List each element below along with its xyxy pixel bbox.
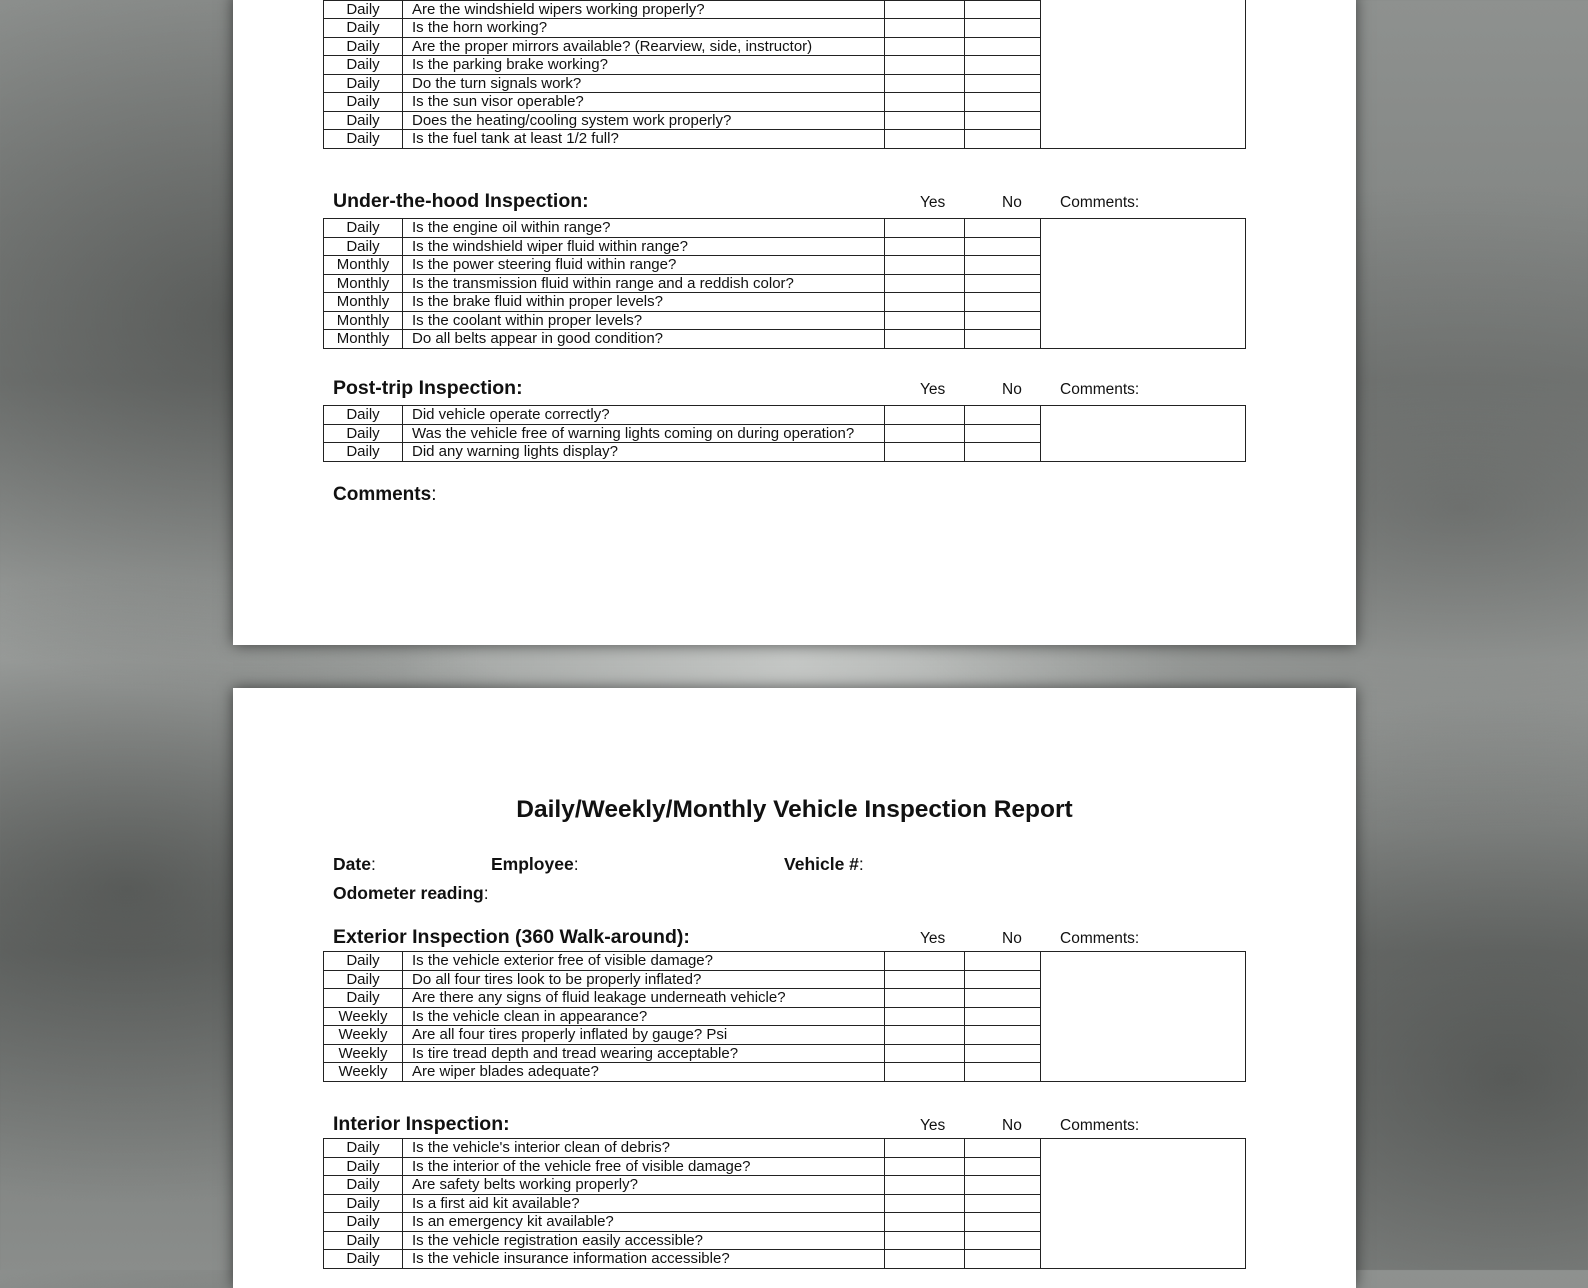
- colon: :: [431, 484, 437, 505]
- checklist-body: [324, 0, 1246, 148]
- question-cell: Is an emergency kit available?: [403, 1213, 885, 1232]
- yes-checkbox-cell[interactable]: [885, 970, 965, 989]
- no-checkbox-cell[interactable]: [965, 952, 1041, 971]
- yes-checkbox-cell[interactable]: [885, 311, 965, 330]
- yes-checkbox-cell[interactable]: [885, 1176, 965, 1195]
- no-column-header: No: [1002, 194, 1022, 211]
- question-cell: Are safety belts working properly?: [403, 1176, 885, 1195]
- frequency-cell: Daily: [324, 1194, 403, 1213]
- question-cell: Is tire tread depth and tread wearing acceptable?: [403, 1044, 885, 1063]
- question-cell: Is the interior of the vehicle free of visible damage?: [403, 1157, 885, 1176]
- frequency-cell: Weekly: [324, 1026, 403, 1045]
- comments-label-text: Comments: [333, 484, 432, 505]
- comments-column-header: Comments:: [1060, 1117, 1140, 1134]
- no-checkbox-cell[interactable]: [965, 74, 1041, 93]
- yes-checkbox-cell[interactable]: [885, 1007, 965, 1026]
- odometer-field[interactable]: [333, 883, 489, 904]
- no-checkbox-cell[interactable]: [965, 237, 1041, 256]
- frequency-cell: Monthly: [324, 330, 403, 349]
- comments-box[interactable]: [1041, 406, 1246, 462]
- no-checkbox-cell[interactable]: [965, 19, 1041, 38]
- question-cell: Is the sun visor operable?: [403, 93, 885, 112]
- frequency-cell: Daily: [324, 0, 403, 19]
- question-cell: Is a first aid kit available?: [403, 1194, 885, 1213]
- colon: :: [370, 854, 376, 874]
- yes-checkbox-cell[interactable]: [885, 237, 965, 256]
- question-cell: Is the brake fluid within proper levels?: [403, 293, 885, 312]
- frequency-cell: Daily: [324, 56, 403, 75]
- frequency-cell: Daily: [324, 1250, 403, 1269]
- yes-checkbox-cell[interactable]: [885, 443, 965, 462]
- under-hood-title: Under-the-hood Inspection:: [333, 190, 589, 212]
- question-cell: Is the vehicle clean in appearance?: [403, 1007, 885, 1026]
- comments-box[interactable]: [1041, 0, 1246, 148]
- no-checkbox-cell[interactable]: [965, 56, 1041, 75]
- date-label: Date: [333, 854, 371, 874]
- yes-checkbox-cell[interactable]: [885, 1157, 965, 1176]
- post-trip-checklist: [323, 405, 1246, 462]
- yes-checkbox-cell[interactable]: [885, 1063, 965, 1082]
- yes-checkbox-cell[interactable]: [885, 1139, 965, 1158]
- no-column-header: No: [1002, 930, 1022, 947]
- question-cell: Is the transmission fluid within range and a reddish color?: [403, 274, 885, 293]
- frequency-cell: Daily: [324, 1231, 403, 1250]
- employee-field[interactable]: [491, 854, 579, 875]
- frequency-cell: Monthly: [324, 274, 403, 293]
- frequency-cell: Daily: [324, 19, 403, 38]
- question-cell: Is the vehicle insurance information accessible?: [403, 1250, 885, 1269]
- comments-box[interactable]: [1041, 952, 1246, 1082]
- frequency-cell: Daily: [324, 93, 403, 112]
- question-cell: Is the horn working?: [403, 19, 885, 38]
- frequency-cell: Daily: [324, 237, 403, 256]
- no-checkbox-cell[interactable]: [965, 1007, 1041, 1026]
- yes-checkbox-cell[interactable]: [885, 1026, 965, 1045]
- yes-column-header: Yes: [920, 1117, 946, 1134]
- yes-checkbox-cell[interactable]: [885, 952, 965, 971]
- yes-checkbox-cell[interactable]: [885, 0, 965, 19]
- no-checkbox-cell[interactable]: [965, 330, 1041, 349]
- vehicle-number-field[interactable]: [784, 854, 864, 875]
- question-cell: Are wiper blades adequate?: [403, 1063, 885, 1082]
- post-trip-title: Post-trip Inspection:: [333, 377, 523, 399]
- no-checkbox-cell[interactable]: [965, 256, 1041, 275]
- frequency-cell: Daily: [324, 989, 403, 1008]
- date-field[interactable]: [333, 854, 376, 875]
- frequency-cell: Daily: [324, 219, 403, 238]
- no-checkbox-cell[interactable]: [965, 443, 1041, 462]
- comments-column-header: Comments:: [1060, 194, 1140, 211]
- comments-column-header: Comments:: [1060, 930, 1140, 947]
- exterior-checklist: [323, 951, 1246, 1082]
- vehicle-number-label: Vehicle #: [784, 854, 859, 874]
- no-checkbox-cell[interactable]: [965, 1063, 1041, 1082]
- frequency-cell: Monthly: [324, 311, 403, 330]
- no-checkbox-cell[interactable]: [965, 1176, 1041, 1195]
- frequency-cell: Daily: [324, 111, 403, 130]
- no-checkbox-cell[interactable]: [965, 1044, 1041, 1063]
- question-cell: Are there any signs of fluid leakage underneath vehicle?: [403, 989, 885, 1008]
- yes-checkbox-cell[interactable]: [885, 74, 965, 93]
- colon: :: [483, 883, 489, 903]
- question-cell: Is the parking brake working?: [403, 56, 885, 75]
- question-cell: Are the proper mirrors available? (Rearview, side, instructor): [403, 37, 885, 56]
- frequency-cell: Daily: [324, 74, 403, 93]
- yes-checkbox-cell[interactable]: [885, 1044, 965, 1063]
- frequency-cell: Daily: [324, 37, 403, 56]
- question-cell: Is the power steering fluid within range?: [403, 256, 885, 275]
- colon: :: [858, 854, 864, 874]
- no-checkbox-cell[interactable]: [965, 219, 1041, 238]
- comments-label: [333, 484, 436, 506]
- checklist-row: [324, 1139, 1246, 1158]
- frequency-cell: Daily: [324, 1213, 403, 1232]
- no-checkbox-cell[interactable]: [965, 1194, 1041, 1213]
- checklist-body: [324, 406, 1246, 462]
- yes-checkbox-cell[interactable]: [885, 111, 965, 130]
- comments-box[interactable]: [1041, 219, 1246, 349]
- checklist-body: [324, 1139, 1246, 1269]
- yes-column-header: Yes: [920, 381, 946, 398]
- question-cell: Is the windshield wiper fluid within range?: [403, 237, 885, 256]
- yes-checkbox-cell[interactable]: [885, 424, 965, 443]
- question-cell: Is the vehicle registration easily accessible?: [403, 1231, 885, 1250]
- checklist-row: [324, 219, 1246, 238]
- yes-checkbox-cell[interactable]: [885, 219, 965, 238]
- no-checkbox-cell[interactable]: [965, 311, 1041, 330]
- under-hood-checklist: [323, 218, 1246, 349]
- frequency-cell: Monthly: [324, 256, 403, 275]
- yes-column-header: Yes: [920, 930, 946, 947]
- no-checkbox-cell[interactable]: [965, 989, 1041, 1008]
- yes-checkbox-cell[interactable]: [885, 256, 965, 275]
- question-cell: Did vehicle operate correctly?: [403, 406, 885, 425]
- comments-column-header: Comments:: [1060, 381, 1140, 398]
- yes-checkbox-cell[interactable]: [885, 1250, 965, 1269]
- yes-checkbox-cell[interactable]: [885, 37, 965, 56]
- yes-checkbox-cell[interactable]: [885, 989, 965, 1008]
- question-cell: Did any warning lights display?: [403, 443, 885, 462]
- no-checkbox-cell[interactable]: [965, 1231, 1041, 1250]
- frequency-cell: Daily: [324, 1176, 403, 1195]
- no-checkbox-cell[interactable]: [965, 1213, 1041, 1232]
- employee-label: Employee: [491, 854, 574, 874]
- no-checkbox-cell[interactable]: [965, 424, 1041, 443]
- exterior-title: Exterior Inspection (360 Walk-around):: [333, 926, 690, 948]
- checklist-body: [324, 219, 1246, 349]
- question-cell: Is the coolant within proper levels?: [403, 311, 885, 330]
- question-cell: Is the vehicle's interior clean of debris?: [403, 1139, 885, 1158]
- checklist-row: [324, 406, 1246, 425]
- no-checkbox-cell[interactable]: [965, 111, 1041, 130]
- no-checkbox-cell[interactable]: [965, 1157, 1041, 1176]
- yes-checkbox-cell[interactable]: [885, 1194, 965, 1213]
- report-page-current: [233, 688, 1356, 1288]
- yes-checkbox-cell[interactable]: [885, 93, 965, 112]
- question-cell: Do all belts appear in good condition?: [403, 330, 885, 349]
- question-cell: Is the engine oil within range?: [403, 219, 885, 238]
- no-checkbox-cell[interactable]: [965, 1139, 1041, 1158]
- yes-checkbox-cell[interactable]: [885, 406, 965, 425]
- no-checkbox-cell[interactable]: [965, 93, 1041, 112]
- yes-checkbox-cell[interactable]: [885, 274, 965, 293]
- no-column-header: No: [1002, 381, 1022, 398]
- frequency-cell: Daily: [324, 970, 403, 989]
- interior-checklist: [323, 1138, 1246, 1269]
- comments-box[interactable]: [1041, 1139, 1246, 1269]
- question-cell: Do the turn signals work?: [403, 74, 885, 93]
- frequency-cell: Daily: [324, 1157, 403, 1176]
- no-checkbox-cell[interactable]: [965, 970, 1041, 989]
- frequency-cell: Monthly: [324, 293, 403, 312]
- checklist-body: [324, 952, 1246, 1082]
- no-checkbox-cell[interactable]: [965, 1026, 1041, 1045]
- no-checkbox-cell[interactable]: [965, 0, 1041, 19]
- yes-checkbox-cell[interactable]: [885, 1213, 965, 1232]
- frequency-cell: Daily: [324, 952, 403, 971]
- odometer-label: Odometer reading: [333, 883, 484, 903]
- question-cell: Are all four tires properly inflated by gauge? Psi: [403, 1026, 885, 1045]
- yes-checkbox-cell[interactable]: [885, 1231, 965, 1250]
- no-checkbox-cell[interactable]: [965, 274, 1041, 293]
- checklist-row: [324, 952, 1246, 971]
- no-column-header: No: [1002, 1117, 1022, 1134]
- frequency-cell: Daily: [324, 130, 403, 149]
- question-cell: Is the vehicle exterior free of visible damage?: [403, 952, 885, 971]
- frequency-cell: Daily: [324, 406, 403, 425]
- no-checkbox-cell[interactable]: [965, 406, 1041, 425]
- colon: :: [573, 854, 579, 874]
- report-page-previous: [233, 0, 1356, 645]
- yes-checkbox-cell[interactable]: [885, 330, 965, 349]
- interior-title: Interior Inspection:: [333, 1113, 510, 1135]
- frequency-cell: Weekly: [324, 1044, 403, 1063]
- frequency-cell: Daily: [324, 424, 403, 443]
- no-checkbox-cell[interactable]: [965, 130, 1041, 149]
- frequency-cell: Daily: [324, 1139, 403, 1158]
- yes-checkbox-cell[interactable]: [885, 293, 965, 312]
- frequency-cell: Weekly: [324, 1007, 403, 1026]
- question-cell: Does the heating/cooling system work properly?: [403, 111, 885, 130]
- no-checkbox-cell[interactable]: [965, 1250, 1041, 1269]
- yes-checkbox-cell[interactable]: [885, 19, 965, 38]
- frequency-cell: Daily: [324, 443, 403, 462]
- report-title: Daily/Weekly/Monthly Vehicle Inspection Report: [516, 796, 1073, 823]
- question-cell: Do all four tires look to be properly inflated?: [403, 970, 885, 989]
- no-checkbox-cell[interactable]: [965, 37, 1041, 56]
- yes-checkbox-cell[interactable]: [885, 130, 965, 149]
- interior-checklist-continued: [323, 0, 1246, 149]
- question-cell: Is the fuel tank at least 1/2 full?: [403, 130, 885, 149]
- yes-column-header: Yes: [920, 194, 946, 211]
- no-checkbox-cell[interactable]: [965, 293, 1041, 312]
- yes-checkbox-cell[interactable]: [885, 56, 965, 75]
- question-cell: Are the windshield wipers working properly?: [403, 0, 885, 19]
- frequency-cell: Weekly: [324, 1063, 403, 1082]
- question-cell: Was the vehicle free of warning lights coming on during operation?: [403, 424, 885, 443]
